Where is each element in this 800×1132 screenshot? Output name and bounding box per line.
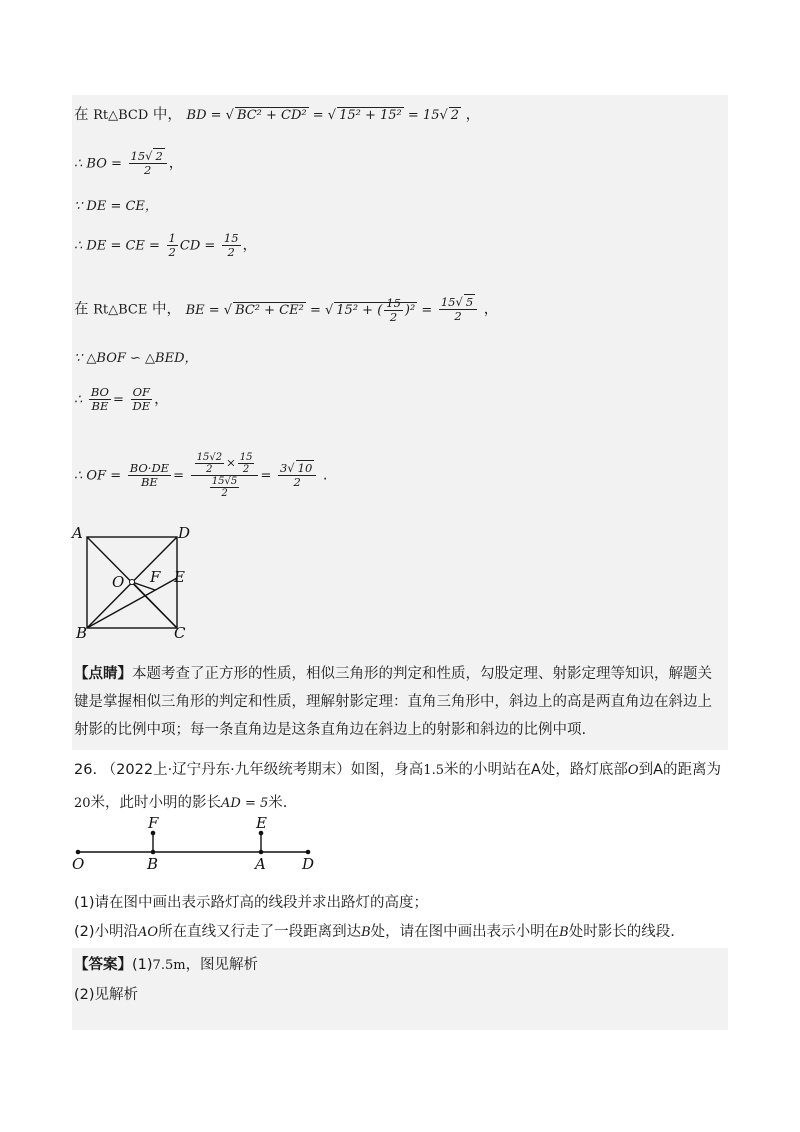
comment-tag: 【点睛】 <box>74 666 132 682</box>
text: ， <box>483 301 499 318</box>
step-line-2: ∴ BO = $\frac{15√ 2}{2}$ ， <box>74 149 184 177</box>
problem-26: 26. （2022上·辽宁丹东·九年级统考期末）如图，身高1.5米的小明站在A处，路灯底部O到A的距离为 20米，此时小明的影长AD = 5米. <box>74 762 721 811</box>
label-f: F <box>150 568 161 586</box>
problem-number: 26. <box>74 762 98 778</box>
label-o: O <box>72 855 85 873</box>
text: ∵ △BOF ∽ △BED， <box>74 351 198 366</box>
label-a: A <box>255 855 266 873</box>
step-line-4: ∴ DE = CE = $\frac{1}{2}$ CD = $\frac{15}{2}$ ， <box>74 231 258 259</box>
triangle-label: Rt△BCE <box>93 302 148 318</box>
shadow-value: AD = 5 <box>221 796 269 811</box>
step-line-6 <box>74 348 198 369</box>
label-b: B <box>147 855 159 873</box>
answer-tag: 【答案】 <box>74 957 132 973</box>
solution-shade <box>72 95 728 750</box>
question-1: (1)请在图中画出表示路灯高的线段并求出路灯的高度； <box>74 895 429 911</box>
height-value: 1.5 <box>423 763 444 778</box>
formula-bd: BD = √ BC² + CD² = √ 15² + 15² = 15√ 2 <box>186 108 460 123</box>
step-line-1 <box>74 105 480 126</box>
question-2: (2)小明沿AO所在直线又行走了一段距离到达B处，请在图中画出表示小明在B处时影长的线段. <box>74 924 675 940</box>
step-line-3 <box>74 196 158 217</box>
answer-2: (2)见解析 <box>74 987 139 1003</box>
text: 中， <box>151 301 181 318</box>
answer-1: 【答案】(1)7.5m，图见解析 <box>74 957 259 973</box>
label-d: D <box>178 524 191 542</box>
step-line-7: ∴ $\frac{BO}{BE}$ = $\frac{OF}{DE}$ ， <box>74 385 169 413</box>
point-o <box>130 580 135 585</box>
answer-value: 7.5m <box>152 958 186 973</box>
text: ∵ DE = CE， <box>74 199 158 214</box>
comment-paragraph <box>74 660 726 744</box>
square-figure <box>70 520 210 645</box>
label-c: C <box>174 624 186 642</box>
label-o: O <box>112 573 125 591</box>
streetlight-figure <box>70 815 330 875</box>
label-a: A <box>72 524 83 542</box>
text: 在 <box>74 301 89 318</box>
label-e: E <box>256 815 267 832</box>
label-d: D <box>302 855 315 873</box>
label-f: F <box>148 815 159 832</box>
text: . <box>322 467 328 484</box>
step-line-5: 在 Rt△BCE 中， BE = √ BC² + CE² = √ 15² + ( $\frac{15}{2}$ )² = $\frac{15√ 5}{2}$ ， <box>74 295 499 324</box>
formula-be: BE = √ BC² + CE² = √ 15² + ( $\frac{15}{2}$ )² = <box>185 295 433 324</box>
text: 在 <box>74 107 89 123</box>
step-line-8: ∴ OF = $\frac{BO\cdot DE}{BE}$ = $\frac{15√2}{2}$ × $\frac{15}{2}$ $\frac{15√5}{2}$ = $\frac{3√ 10}{2}$ . <box>74 452 328 499</box>
fraction: $\frac{15√ 2}{2}$ <box>129 150 167 177</box>
comment-text: 本题考查了正方形的性质，相似三角形的判定和性质，勾股定理、射影定理等知识，解题关键是掌握相似三角形的判定和性质，理解射影定理：直角三角形中，斜边上的高是两直角边在斜边上射影的比例中项；每一条直角边是这条直角边在斜边上的射影和斜边的比例中项. <box>74 666 712 738</box>
text: ， <box>465 107 481 123</box>
segment-oc <box>132 582 177 628</box>
problem-source: （2022上·辽宁丹东·九年级统考期末） <box>101 762 351 778</box>
distance-value: 20 <box>74 796 91 811</box>
label-b: B <box>76 624 88 642</box>
triangle-label: Rt△BCD <box>93 108 149 123</box>
label-e: E <box>174 568 185 586</box>
text: 中， <box>152 107 182 123</box>
segment-be <box>87 578 177 628</box>
